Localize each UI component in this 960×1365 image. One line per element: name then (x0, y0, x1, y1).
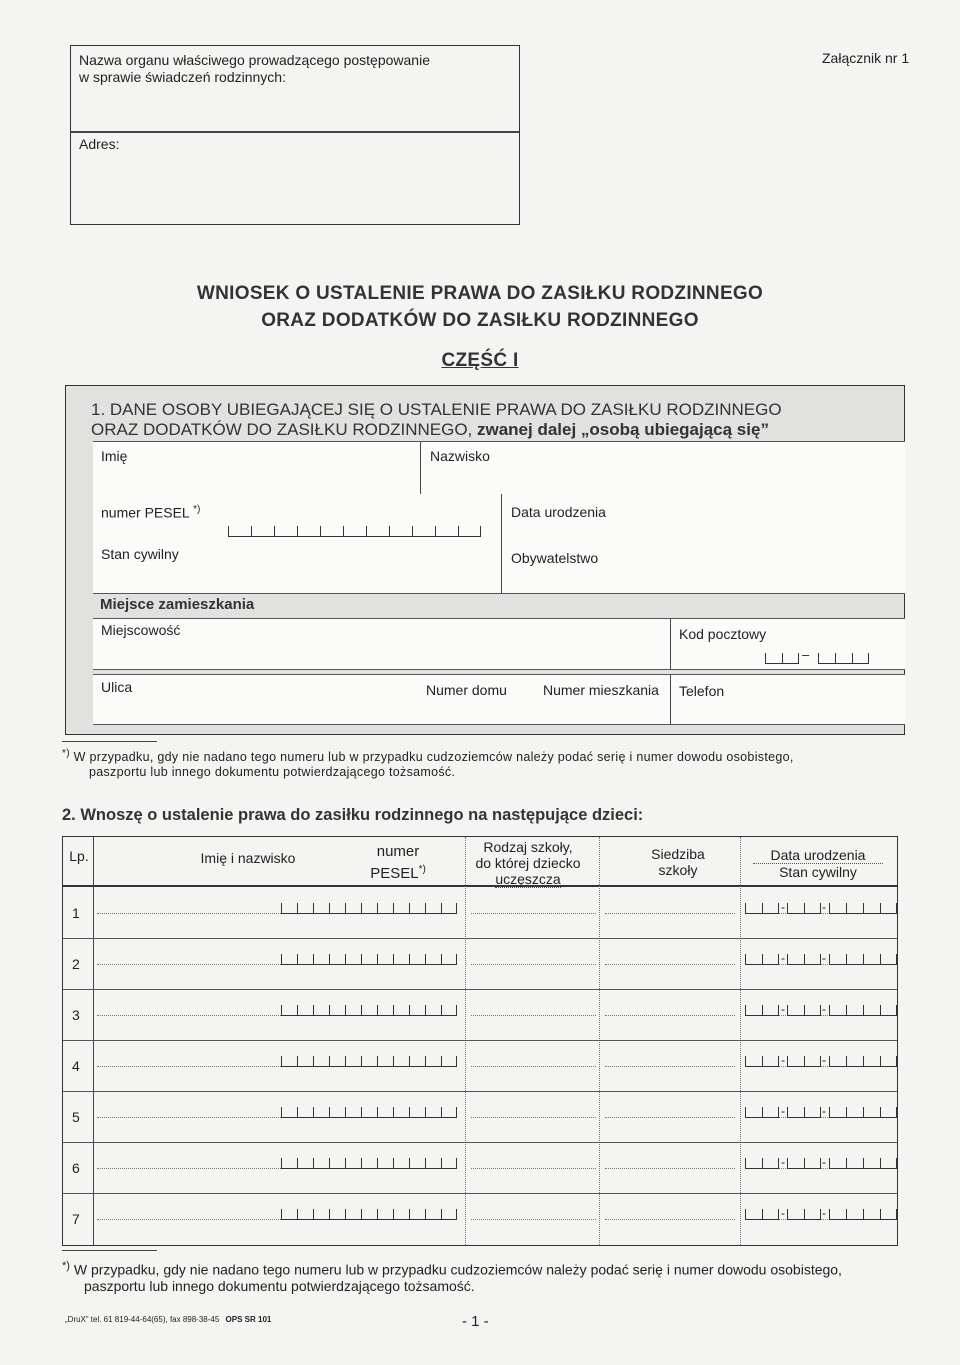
first-name-label: Imię (101, 448, 128, 464)
footnote2-line1 (62, 1258, 842, 1278)
name-row (93, 441, 905, 496)
child-birth-day-boxes[interactable] (745, 1106, 779, 1118)
child-birth-month-boxes[interactable] (787, 1106, 821, 1118)
child-row-entry-line[interactable] (605, 1117, 735, 1118)
postal-code-boxes-b[interactable] (818, 652, 869, 664)
marital-status-label: Stan cywilny (101, 546, 179, 562)
col-school-seat-line2: szkoły (658, 862, 698, 878)
phone-label: Telefon (679, 683, 725, 699)
child-pesel-boxes[interactable] (281, 1055, 457, 1067)
birth-date-label: Data urodzenia (511, 504, 606, 520)
child-pesel-boxes[interactable] (281, 1004, 457, 1016)
footnote1-text: W przypadku, gdy nie nadano tego numeru lub w przypadku cudzoziemców należy podać serię i numer dowodu osobistego, (73, 750, 794, 765)
organ-box (70, 45, 520, 225)
section1-heading-plain: ORAZ DODATKÓW DO ZASIŁKU RODZINNEGO, (91, 420, 473, 439)
child-row-number: 2 (72, 956, 80, 972)
col-pesel-line2 (358, 861, 438, 883)
child-date-dash: - (822, 951, 826, 965)
postal-code-boxes-a[interactable] (765, 652, 799, 664)
child-birth-year-boxes[interactable] (829, 1055, 897, 1067)
col-name: Imię i nazwisko (200, 850, 296, 866)
postal-code-label: Kod pocztowy (679, 626, 767, 642)
footnote1 (62, 746, 794, 780)
child-row-entry-line[interactable] (605, 1066, 735, 1067)
col-school-type (463, 839, 593, 888)
col-marital-status: Stan cywilny (779, 864, 857, 880)
child-date-dash: - (822, 900, 826, 914)
child-birth-year-boxes[interactable] (829, 1157, 897, 1169)
attachment-label: Załącznik nr 1 (822, 50, 910, 66)
child-birth-month-boxes[interactable] (787, 1208, 821, 1220)
child-pesel-boxes[interactable] (281, 1157, 457, 1169)
col-lp: Lp. (69, 848, 89, 864)
child-date-dash: - (781, 1206, 785, 1220)
phone-divider (670, 675, 671, 724)
footnote1-line1 (62, 746, 794, 765)
locality-label: Miejscowość (101, 622, 181, 638)
col-school-seat-line1: Siedziba (651, 846, 705, 862)
status-row (93, 546, 905, 594)
child-pesel-boxes[interactable] (281, 902, 457, 914)
pesel-label-text: numer PESEL (101, 504, 190, 521)
footnote2-mark: *) (62, 1260, 70, 1272)
col-pesel-line2-text: PESEL (370, 865, 419, 882)
child-row-number: 1 (72, 905, 80, 921)
child-birth-month-boxes[interactable] (787, 1055, 821, 1067)
child-date-dash: - (781, 1053, 785, 1067)
footnote1-rule (62, 741, 157, 742)
form-title-line1: WNIOSEK O USTALENIE PRAWA DO ZASIŁKU RODZINNEGO (196, 283, 764, 304)
organ-label (79, 52, 430, 86)
child-date-dash: - (781, 1155, 785, 1169)
child-birth-year-boxes[interactable] (829, 1208, 897, 1220)
locality-row (93, 618, 905, 670)
child-date-dash: - (822, 1206, 826, 1220)
child-birth-day-boxes[interactable] (745, 902, 779, 914)
footnote2-line2: paszportu lub innego dokumentu potwierdzającego tożsamość. (84, 1277, 475, 1294)
child-birth-day-boxes[interactable] (745, 953, 779, 965)
child-birth-day-boxes[interactable] (745, 1208, 779, 1220)
printer-info (65, 1315, 271, 1324)
child-pesel-boxes[interactable] (281, 1106, 457, 1118)
child-row-entry-line[interactable] (605, 1219, 735, 1220)
part-title: CZĘŚĆ I (441, 350, 519, 371)
col-school-type-line2: do której dziecko (475, 855, 581, 871)
child-birth-day-boxes[interactable] (745, 1055, 779, 1067)
child-pesel-boxes[interactable] (281, 1208, 457, 1220)
child-row-entry-line[interactable] (471, 964, 596, 965)
postal-code-dash: – (802, 647, 810, 662)
address-label: Adres: (79, 136, 120, 152)
child-birth-year-boxes[interactable] (829, 953, 897, 965)
child-row-entry-line[interactable] (471, 1219, 596, 1220)
locality-divider (670, 619, 671, 669)
col-school-seat (628, 846, 728, 878)
child-date-dash: - (781, 951, 785, 965)
child-row-number: 3 (72, 1007, 80, 1023)
col-pesel-line1: numer (376, 843, 420, 860)
printer-info-text: „DruX” tel. 61 819-44-64(65), fax 898-38-45 (65, 1315, 220, 1324)
citizenship-label: Obywatelstwo (511, 550, 599, 566)
footnote1-mark: *) (62, 748, 70, 759)
footnote2 (62, 1258, 842, 1294)
status-divider (501, 546, 502, 593)
child-date-dash: - (781, 900, 785, 914)
child-row (63, 1040, 897, 1092)
child-row-number: 4 (72, 1058, 80, 1074)
section1-heading-bold: zwanej dalej „osobą ubiegającą się” (477, 420, 769, 439)
child-row-entry-line[interactable] (471, 1015, 596, 1016)
child-row-number: 5 (72, 1109, 80, 1125)
child-row (63, 1193, 897, 1244)
col-school-type-line3: uczęszcza (495, 871, 561, 887)
page-number: - 1 - (462, 1313, 489, 1330)
child-row (63, 1091, 897, 1143)
printer-code: OPS SR 101 (225, 1315, 272, 1324)
section1-heading-line2 (91, 420, 782, 440)
child-date-dash: - (781, 1002, 785, 1016)
pesel-row (93, 494, 905, 547)
child-row (63, 1142, 897, 1194)
child-row-number: 7 (72, 1211, 80, 1227)
child-row-entry-line[interactable] (605, 1168, 735, 1169)
child-row-number: 6 (72, 1160, 80, 1176)
footnote2-rule (62, 1250, 157, 1251)
child-birth-month-boxes[interactable] (787, 1004, 821, 1016)
child-row-entry-line[interactable] (471, 1117, 596, 1118)
child-birth-year-boxes[interactable] (829, 1106, 897, 1118)
child-row-entry-line[interactable] (471, 913, 596, 914)
form-title-line2: ORAZ DODATKÓW DO ZASIŁKU RODZINNEGO (261, 310, 699, 331)
child-row-entry-line[interactable] (605, 964, 735, 965)
child-row-entry-line[interactable] (605, 913, 735, 914)
col-pesel (358, 843, 438, 883)
section1-box (65, 385, 905, 735)
child-date-dash: - (822, 1155, 826, 1169)
col-pesel-mark: *) (418, 864, 426, 875)
col-birth-status (753, 847, 883, 880)
street-label: Ulica (101, 679, 133, 695)
child-row (63, 989, 897, 1041)
child-row (63, 938, 897, 990)
child-date-dash: - (781, 1104, 785, 1118)
children-table (62, 836, 898, 1246)
col-school-type-line1: Rodzaj szkoły, (483, 839, 573, 855)
residence-heading: Miejsce zamieszkania (100, 596, 255, 613)
children-table-header (63, 837, 897, 887)
street-row (93, 674, 905, 725)
child-row-entry-line[interactable] (471, 1066, 596, 1067)
child-date-dash: - (822, 1104, 826, 1118)
house-number-label: Numer domu (426, 682, 507, 698)
child-birth-month-boxes[interactable] (787, 953, 821, 965)
child-row (63, 887, 897, 939)
child-birth-day-boxes[interactable] (745, 1004, 779, 1016)
child-birth-month-boxes[interactable] (787, 1157, 821, 1169)
pesel-label (101, 504, 200, 521)
organ-divider (71, 131, 519, 133)
organ-label-line2: w sprawie świadczeń rodzinnych: (79, 69, 286, 85)
child-date-dash: - (822, 1002, 826, 1016)
name-divider (420, 442, 421, 495)
footnote2-text: W przypadku, gdy nie nadano tego numeru lub w przypadku cudzoziemców należy podać serię i numer dowodu osobistego, (73, 1261, 842, 1278)
child-row-entry-line[interactable] (471, 1168, 596, 1169)
apartment-number-label: Numer mieszkania (543, 682, 659, 698)
section2-heading: 2. Wnoszę o ustalenie prawa do zasiłku rodzinnego na następujące dzieci: (62, 806, 644, 824)
child-row-entry-line[interactable] (605, 1015, 735, 1016)
last-name-label: Nazwisko (430, 448, 490, 464)
child-birth-year-boxes[interactable] (829, 1004, 897, 1016)
child-birth-day-boxes[interactable] (745, 1157, 779, 1169)
child-pesel-boxes[interactable] (281, 953, 457, 965)
organ-label-line1: Nazwa organu właściwego prowadzącego postępowanie (79, 52, 430, 68)
pesel-digit-boxes[interactable] (228, 525, 481, 537)
child-date-dash: - (822, 1053, 826, 1067)
footnote1-line2: paszportu lub innego dokumentu potwierdzającego tożsamość. (89, 765, 456, 780)
pesel-footnote-mark: *) (193, 504, 201, 515)
child-birth-month-boxes[interactable] (787, 902, 821, 914)
section1-heading-line1: 1. DANE OSOBY UBIEGAJĄCEJ SIĘ O USTALENIE PRAWA DO ZASIŁKU RODZINNEGO (91, 400, 782, 419)
child-birth-year-boxes[interactable] (829, 902, 897, 914)
section1-heading (91, 400, 782, 440)
pesel-divider (501, 494, 502, 546)
col-birth-date: Data urodzenia (753, 847, 883, 864)
